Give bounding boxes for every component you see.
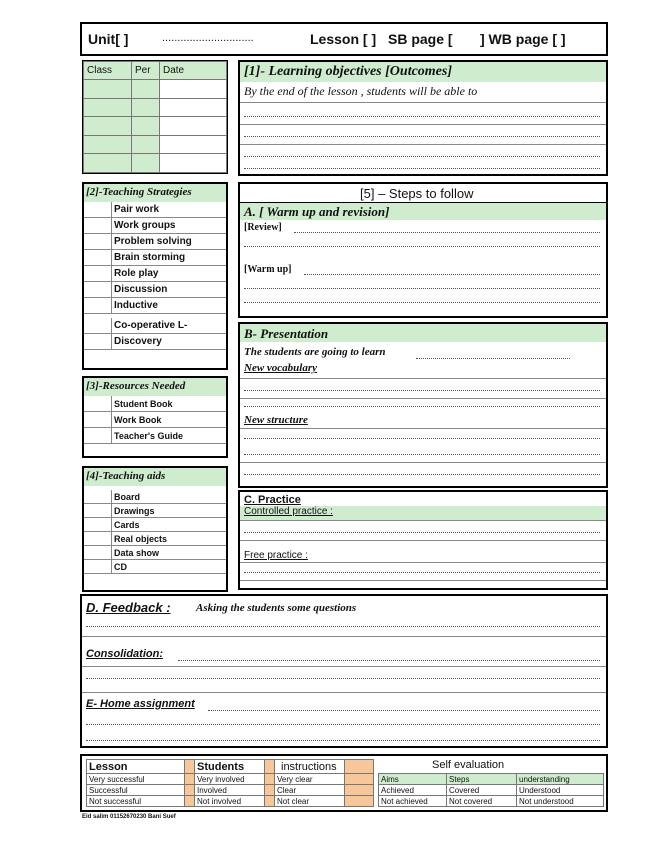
objectives-title: [1]- Learning objectives [Outcomes]: [244, 64, 453, 79]
new-structure: New structure: [244, 414, 308, 426]
students-opt: Not involved: [195, 796, 265, 807]
steps-opt: Covered: [447, 785, 517, 796]
instructions-opt: Not clear: [275, 796, 345, 807]
strategy-item: Role play: [84, 266, 226, 282]
objectives-subtitle: By the end of the lesson , students will be able to: [244, 84, 478, 98]
understanding-opt: understanding: [517, 774, 604, 785]
lesson-label: Lesson [ ]: [310, 31, 377, 47]
feedback-title: D. Feedback :: [86, 600, 171, 615]
per-header: Per: [132, 62, 160, 80]
students-opt: Involved: [195, 785, 265, 796]
steps-opt: Not covered: [447, 796, 517, 807]
students-opt: Very involved: [195, 774, 265, 785]
free-practice: Free practice :: [244, 550, 308, 561]
aid-item: Data show: [84, 546, 226, 560]
footer-credit: Eid salim 01152670230 Bani Suef: [82, 814, 176, 820]
aids-title: [4]-Teaching aids: [86, 470, 166, 482]
steps-opt: Steps: [447, 774, 517, 785]
aid-item: Board: [84, 490, 226, 504]
strategy-item: Discussion: [84, 282, 226, 298]
review-label: [Review]: [244, 222, 282, 233]
strategy-item: Discovery: [84, 334, 226, 350]
strategy-item: Problem solving: [84, 234, 226, 250]
lesson-opt: Not successful: [87, 796, 185, 807]
presentation-intro: The students are going to learn: [244, 346, 386, 358]
consolidation-label: Consolidation:: [86, 648, 163, 660]
resources-title: [3]-Resources Needed: [86, 380, 186, 392]
strategy-item: Inductive: [84, 298, 226, 314]
practice-title: C. Practice: [244, 494, 301, 506]
practice-box: [238, 490, 608, 590]
warmup-label: [Warm up]: [244, 264, 292, 275]
instructions-opt: Very clear: [275, 774, 345, 785]
aid-item: Drawings: [84, 504, 226, 518]
presentation-title: B- Presentation: [244, 326, 329, 341]
unit-dots: ..............................: [162, 32, 254, 44]
aid-item: Real objects: [84, 532, 226, 546]
steps-box: [238, 182, 608, 318]
aids-box: [82, 466, 228, 592]
instructions-head: instructions: [275, 760, 345, 774]
lesson-eval-table: [86, 759, 374, 807]
aims-opt: Aims: [379, 774, 447, 785]
aims-opt: Not achieved: [379, 796, 447, 807]
resource-item: Student Book: [84, 396, 226, 412]
new-vocabulary: New vocabulary: [244, 362, 318, 374]
strategy-item: Brain storming: [84, 250, 226, 266]
understanding-opt: Understood: [517, 785, 604, 796]
steps-title: [5] – Steps to follow: [360, 186, 474, 201]
date-header: Date: [160, 62, 227, 80]
strategies-title: [2]-Teaching Strategies: [86, 186, 192, 198]
instructions-opt: Clear: [275, 785, 345, 796]
class-header: Class: [84, 62, 132, 80]
unit-label: Unit[ ]: [88, 31, 129, 47]
presentation-box: [238, 322, 608, 488]
resource-item: Teacher's Guide: [84, 428, 226, 444]
resource-item: Work Book: [84, 412, 226, 428]
wb-page-label: ] WB page [ ]: [480, 31, 566, 47]
evaluation-box: [80, 754, 608, 812]
home-assignment-label: E- Home assignment: [86, 698, 195, 710]
controlled-practice: Controlled practice :: [244, 506, 333, 517]
self-eval-table: [378, 773, 604, 807]
lesson-opt: Successful: [87, 785, 185, 796]
strategy-item: Pair work: [84, 202, 226, 218]
objectives-box: [238, 60, 608, 176]
class-table: [82, 60, 228, 174]
feedback-box: [80, 594, 608, 748]
strategies-box: [82, 182, 228, 370]
understanding-opt: Not understood: [517, 796, 604, 807]
aid-item: CD: [84, 560, 226, 574]
aid-item: Cards: [84, 518, 226, 532]
resources-box: [82, 376, 228, 458]
warmup-title: A. [ Warm up and revision]: [244, 204, 390, 219]
strategy-item: Work groups: [84, 218, 226, 234]
lesson-opt: Very successful: [87, 774, 185, 785]
header-bar: [80, 22, 608, 56]
feedback-subtitle: Asking the students some questions: [196, 602, 357, 614]
self-eval-head: Self evaluation: [432, 759, 505, 771]
aims-opt: Achieved: [379, 785, 447, 796]
sb-page-label: SB page [: [388, 31, 453, 47]
lesson-head: Lesson: [87, 760, 185, 774]
students-head: Students: [195, 760, 265, 774]
strategy-item: Co-operative L-: [84, 318, 226, 334]
